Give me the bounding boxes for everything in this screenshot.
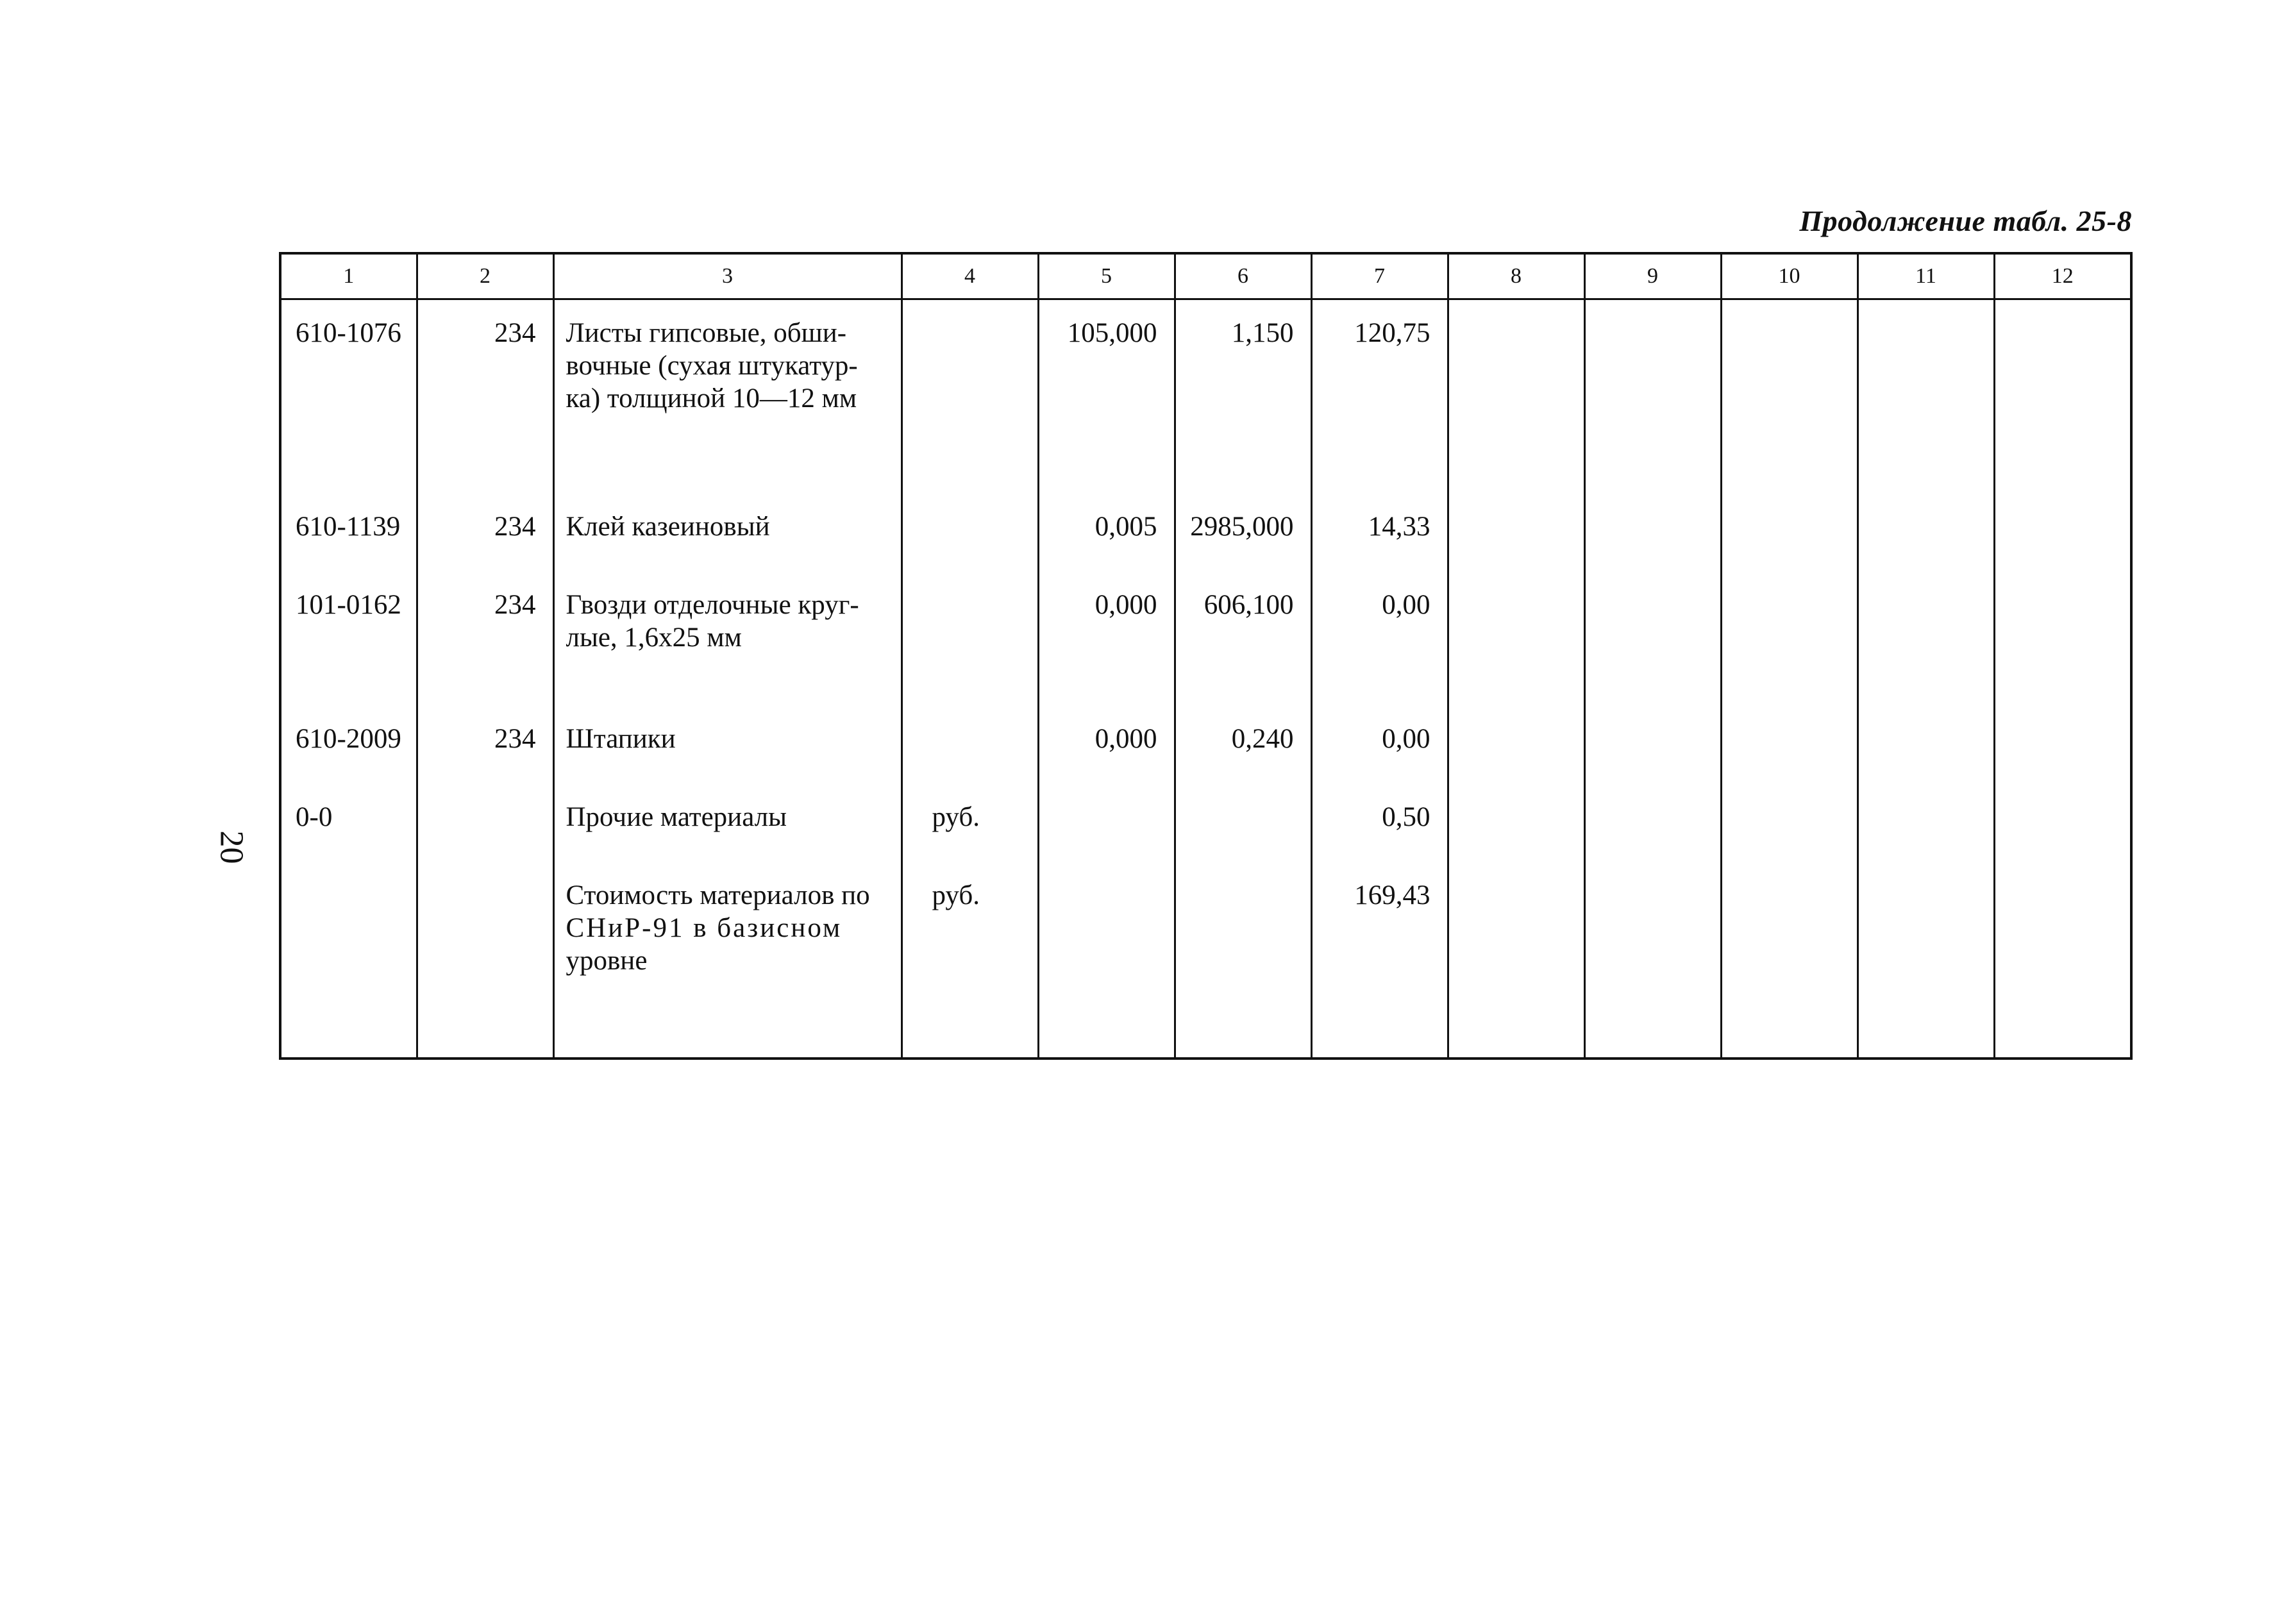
- empty-cell: [1448, 788, 1584, 866]
- cell-col2: [417, 788, 553, 866]
- resource-code: 610-2009: [280, 710, 417, 788]
- material-description: [553, 788, 902, 866]
- cell-col7: 0,00: [1311, 710, 1448, 788]
- cell-col6: [1175, 866, 1311, 1057]
- empty-cell: [1994, 299, 2131, 498]
- empty-cell: [1994, 498, 2131, 576]
- empty-cell: [1448, 1057, 1584, 1059]
- table-row: [280, 866, 2131, 1057]
- cell-col2: 234: [417, 498, 553, 576]
- empty-cell: [902, 1057, 1038, 1059]
- empty-cell: [553, 1057, 902, 1059]
- empty-cell: [1994, 866, 2131, 1057]
- cell-col6: 2985,000: [1175, 498, 1311, 576]
- empty-cell: [1721, 498, 1858, 576]
- cell-col2: 234: [417, 710, 553, 788]
- table-continuation-caption: Продолжение табл. 25-8: [1799, 205, 2132, 237]
- resource-code: 610-1076: [280, 299, 417, 498]
- description-line: Листы гипсовые, обши-: [566, 318, 847, 348]
- empty-cell: [1994, 576, 2131, 710]
- empty-cell: [1721, 1057, 1858, 1059]
- empty-cell: [1858, 866, 1994, 1057]
- empty-cell: [1721, 866, 1858, 1057]
- table-row: [280, 710, 2131, 788]
- cell-col5: 0,000: [1038, 710, 1175, 788]
- description-line: Стоимость материалов по: [566, 880, 870, 910]
- cell-col5: 0,005: [1038, 498, 1175, 576]
- description-line: Клей казеиновый: [566, 512, 770, 542]
- table-row: [280, 788, 2131, 866]
- empty-cell: [1721, 788, 1858, 866]
- column-header: 1: [280, 253, 417, 299]
- unit-cell: руб.: [902, 788, 1038, 866]
- description-line: Прочие материалы: [566, 801, 787, 832]
- page-number: 20: [213, 830, 250, 864]
- column-header: 9: [1584, 253, 1721, 299]
- description-line: Штапики: [566, 724, 676, 755]
- empty-cell: [1584, 788, 1721, 866]
- column-header: 12: [1994, 253, 2131, 299]
- unit-cell: [902, 576, 1038, 710]
- empty-cell: [1858, 576, 1994, 710]
- empty-cell: [1994, 1057, 2131, 1059]
- column-header: 6: [1175, 253, 1311, 299]
- empty-cell: [1448, 866, 1584, 1057]
- empty-cell: [1721, 576, 1858, 710]
- empty-cell: [1584, 1057, 1721, 1059]
- cell-col6: 1,150: [1175, 299, 1311, 498]
- cell-col2: 234: [417, 576, 553, 710]
- material-description: [553, 299, 902, 498]
- column-header: 7: [1311, 253, 1448, 299]
- resource-code: 101-0162: [280, 576, 417, 710]
- cell-col2: 234: [417, 299, 553, 498]
- cell-col6: [1175, 788, 1311, 866]
- material-description: [553, 710, 902, 788]
- empty-cell: [1721, 710, 1858, 788]
- column-header: 4: [902, 253, 1038, 299]
- description-line: лые, 1,6х25 мм: [566, 622, 742, 653]
- empty-cell: [1858, 1057, 1994, 1059]
- empty-cell: [1721, 299, 1858, 498]
- description-line: вочные (сухая штукатур-: [566, 351, 858, 381]
- cell-col2: [417, 866, 553, 1057]
- resource-code: 610-1139: [280, 498, 417, 576]
- materials-table: [279, 252, 2133, 1060]
- empty-cell: [1584, 299, 1721, 498]
- empty-cell: [1448, 299, 1584, 498]
- empty-cell: [1584, 576, 1721, 710]
- empty-cell: [1584, 498, 1721, 576]
- table-row: [280, 576, 2131, 710]
- cell-col6: 0,240: [1175, 710, 1311, 788]
- empty-cell: [280, 1057, 417, 1059]
- empty-cell: [1858, 498, 1994, 576]
- empty-cell: [1448, 498, 1584, 576]
- table-row: [280, 299, 2131, 498]
- material-description: [553, 576, 902, 710]
- column-header: 2: [417, 253, 553, 299]
- unit-cell: [902, 498, 1038, 576]
- cell-col7: 169,43: [1311, 866, 1448, 1057]
- empty-cell: [1175, 1057, 1311, 1059]
- cell-col5: [1038, 866, 1175, 1057]
- unit-cell: руб.: [902, 866, 1038, 1057]
- cell-col5: 105,000: [1038, 299, 1175, 498]
- table-filler-row: [280, 1057, 2131, 1059]
- empty-cell: [1038, 1057, 1175, 1059]
- empty-cell: [1858, 299, 1994, 498]
- cell-col5: [1038, 788, 1175, 866]
- cell-col7: 0,00: [1311, 576, 1448, 710]
- column-header: 8: [1448, 253, 1584, 299]
- column-header: 5: [1038, 253, 1175, 299]
- material-description: [553, 498, 902, 576]
- cell-col6: 606,100: [1175, 576, 1311, 710]
- column-header: 10: [1721, 253, 1858, 299]
- empty-cell: [1858, 788, 1994, 866]
- empty-cell: [1994, 788, 2131, 866]
- description-line: ка) толщиной 10—12 мм: [566, 383, 857, 414]
- empty-cell: [1311, 1057, 1448, 1059]
- description-line: СНиР-91 в базисном: [566, 912, 843, 943]
- empty-cell: [1448, 710, 1584, 788]
- cell-col7: 14,33: [1311, 498, 1448, 576]
- empty-cell: [1994, 710, 2131, 788]
- cell-col5: 0,000: [1038, 576, 1175, 710]
- material-description: [553, 866, 902, 1057]
- description-line: Гвозди отделочные круг-: [566, 589, 859, 620]
- resource-code: [280, 866, 417, 1057]
- column-header: 3: [553, 253, 902, 299]
- cell-col7: 0,50: [1311, 788, 1448, 866]
- empty-cell: [1584, 866, 1721, 1057]
- empty-cell: [1858, 710, 1994, 788]
- table-header-row: [280, 253, 2131, 299]
- empty-cell: [1448, 576, 1584, 710]
- table-row: [280, 498, 2131, 576]
- empty-cell: [417, 1057, 553, 1059]
- unit-cell: [902, 710, 1038, 788]
- cell-col7: 120,75: [1311, 299, 1448, 498]
- description-line: уровне: [566, 945, 648, 976]
- unit-cell: [902, 299, 1038, 498]
- column-header: 11: [1858, 253, 1994, 299]
- resource-code: 0-0: [280, 788, 417, 866]
- empty-cell: [1584, 710, 1721, 788]
